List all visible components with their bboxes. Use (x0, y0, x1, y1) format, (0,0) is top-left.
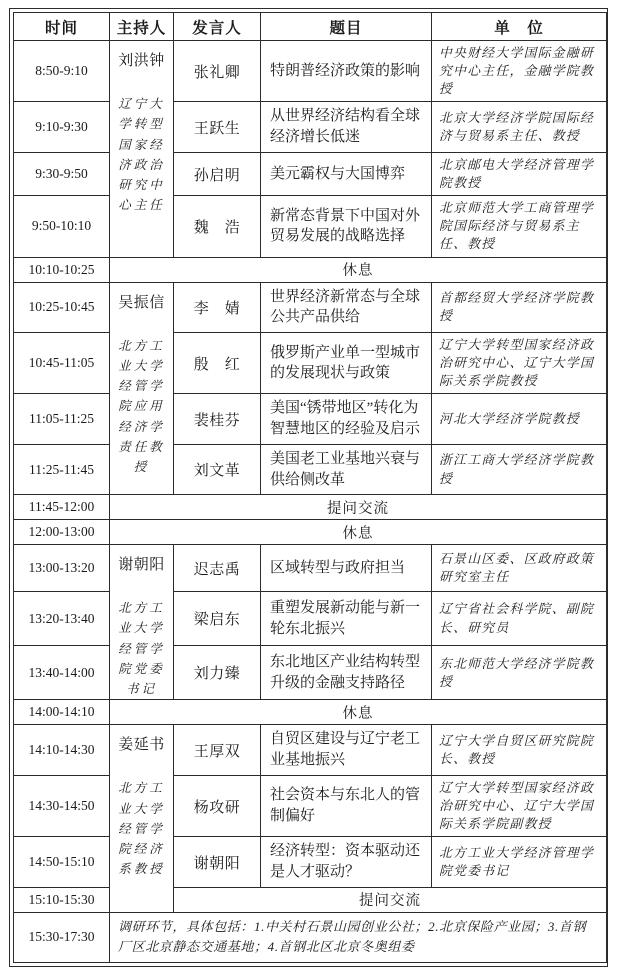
time-cell: 9:50-10:10 (14, 196, 110, 257)
break-cell: 休息 (110, 700, 607, 725)
topic-cell: 从世界经济结构看全球经济增长低迷 (261, 102, 432, 152)
speaker-cell: 张礼卿 (174, 41, 261, 102)
topic-cell: 世界经济新常态与全球公共产品供给 (261, 282, 432, 332)
speaker-cell: 李 婧 (174, 282, 261, 332)
time-cell: 8:50-9:10 (14, 41, 110, 102)
speaker-cell: 殷 红 (174, 333, 261, 394)
speaker-cell: 孙启明 (174, 152, 261, 195)
speaker-cell: 裴桂芬 (174, 394, 261, 444)
time-cell: 11:05-11:25 (14, 394, 110, 444)
time-cell: 13:00-13:20 (14, 545, 110, 592)
time-cell: 14:10-14:30 (14, 725, 110, 775)
column-header-host: 主持人 (110, 13, 174, 41)
time-cell: 11:45-12:00 (14, 495, 110, 520)
time-cell: 14:30-14:50 (14, 775, 110, 836)
topic-cell: 社会资本与东北人的管制偏好 (261, 775, 432, 836)
unit-cell: 辽宁大学转型国家经济政治研究中心、辽宁大学国际关系学院教授 (432, 333, 607, 394)
table-row (14, 41, 607, 102)
speaker-cell: 刘力臻 (174, 646, 261, 700)
unit-cell: 东北师范大学经济学院教授 (432, 646, 607, 700)
table-row (14, 495, 607, 520)
table-outer-frame (9, 8, 608, 967)
table-row (14, 912, 607, 963)
time-cell: 10:45-11:05 (14, 333, 110, 394)
unit-cell: 北京邮电大学经济管理学院教授 (432, 152, 607, 195)
note-cell: 调研环节，具体包括：1.中关村石景山园创业公社；2.北京保险产业园；3.首钢厂区北京静态交通基地；4.首钢北区北京冬奥组委 (110, 912, 607, 963)
schedule-table-body (14, 41, 607, 963)
topic-cell: 美国“锈带地区”转化为智慧地区的经验及启示 (261, 394, 432, 444)
topic-cell: 新常态背景下中国对外贸易发展的战略选择 (261, 196, 432, 257)
table-row (14, 646, 607, 700)
host-title: 北方工业大学经管学院经济系教授 (118, 781, 165, 877)
break-cell: 提问交流 (110, 495, 607, 520)
table-row (14, 444, 607, 494)
topic-cell: 特朗普经济政策的影响 (261, 41, 432, 102)
time-cell: 10:25-10:45 (14, 282, 110, 332)
time-cell: 11:25-11:45 (14, 444, 110, 494)
table-row (14, 102, 607, 152)
table-row (14, 775, 607, 836)
unit-cell: 辽宁大学转型国家经济政治研究中心、辽宁大学国际关系学院副教授 (432, 775, 607, 836)
table-row (14, 700, 607, 725)
unit-cell: 河北大学经济学院教授 (432, 394, 607, 444)
table-row (14, 591, 607, 645)
host-cell (110, 545, 174, 700)
unit-cell: 浙江工商大学经济学院教授 (432, 444, 607, 494)
unit-cell: 石景山区委、区政府政策研究室主任 (432, 545, 607, 592)
topic-cell: 经济转型：资本驱动还是人才驱动？ (261, 837, 432, 887)
topic-cell: 区域转型与政府担当 (261, 545, 432, 592)
unit-cell: 辽宁省社会科学院、副院长、研究员 (432, 591, 607, 645)
table-row (14, 196, 607, 257)
speaker-cell: 王厚双 (174, 725, 261, 775)
unit-cell: 北京大学经济学院国际经济与贸易系主任、教授 (432, 102, 607, 152)
table-row (14, 887, 607, 912)
speaker-cell: 王跃生 (174, 102, 261, 152)
unit-cell: 北方工业大学经济管理学院党委书记 (432, 837, 607, 887)
host-title: 辽宁大学转型国家经济政治研究中心主任 (118, 97, 165, 213)
table-row (14, 545, 607, 592)
topic-cell: 俄罗斯产业单一型城市的发展现状与政策 (261, 333, 432, 394)
host-name: 姜延书 (118, 737, 165, 754)
time-cell: 14:00-14:10 (14, 700, 110, 725)
time-cell: 14:50-15:10 (14, 837, 110, 887)
host-title: 北方工业大学经管学院应用经济学责任教授 (118, 338, 165, 475)
unit-cell: 首都经贸大学经济学院教授 (432, 282, 607, 332)
topic-cell: 东北地区产业结构转型升级的金融支持路径 (261, 646, 432, 700)
speaker-cell: 迟志禹 (174, 545, 261, 592)
break-cell: 休息 (110, 257, 607, 282)
host-name: 吴振信 (118, 294, 165, 311)
speaker-cell: 刘文革 (174, 444, 261, 494)
break-cell: 休息 (110, 520, 607, 545)
speaker-cell: 杨攻研 (174, 775, 261, 836)
topic-cell: 美国老工业基地兴衰与供给侧改革 (261, 444, 432, 494)
table-row (14, 837, 607, 887)
unit-cell: 辽宁大学自贸区研究院院长、教授 (432, 725, 607, 775)
unit-cell: 中央财经大学国际金融研究中心主任，金融学院教授 (432, 41, 607, 102)
time-cell: 9:30-9:50 (14, 152, 110, 195)
table-row (14, 520, 607, 545)
column-header-topic: 题目 (261, 13, 432, 41)
column-header-speaker: 发言人 (174, 13, 261, 41)
time-cell: 10:10-10:25 (14, 257, 110, 282)
table-row (14, 333, 607, 394)
unit-cell: 北京师范大学工商管理学院国际经济与贸易系主任、教授 (432, 196, 607, 257)
table-row (14, 152, 607, 195)
column-header-unit: 单 位 (432, 13, 607, 41)
time-cell: 13:40-14:00 (14, 646, 110, 700)
host-cell (110, 725, 174, 912)
column-header-time: 时间 (14, 13, 110, 41)
table-row (14, 257, 607, 282)
time-cell: 15:10-15:30 (14, 887, 110, 912)
speaker-cell: 魏 浩 (174, 196, 261, 257)
header-row (14, 13, 607, 41)
break-cell: 提问交流 (174, 887, 607, 912)
host-title: 北方工业大学经管学院党委书记 (118, 601, 165, 697)
topic-cell: 重塑发展新动能与新一轮东北振兴 (261, 591, 432, 645)
speaker-cell: 谢朝阳 (174, 837, 261, 887)
table-row (14, 725, 607, 775)
table-row (14, 282, 607, 332)
topic-cell: 美元霸权与大国博弈 (261, 152, 432, 195)
conference-schedule-table (13, 12, 607, 963)
time-cell: 15:30-17:30 (14, 912, 110, 963)
time-cell: 13:20-13:40 (14, 591, 110, 645)
host-cell (110, 282, 174, 495)
host-name: 谢朝阳 (118, 557, 165, 574)
host-name: 刘洪钟 (118, 53, 165, 69)
time-cell: 12:00-13:00 (14, 520, 110, 545)
table-row (14, 394, 607, 444)
time-cell: 9:10-9:30 (14, 102, 110, 152)
topic-cell: 自贸区建设与辽宁老工业基地振兴 (261, 725, 432, 775)
host-cell (110, 41, 174, 258)
speaker-cell: 梁启东 (174, 591, 261, 645)
